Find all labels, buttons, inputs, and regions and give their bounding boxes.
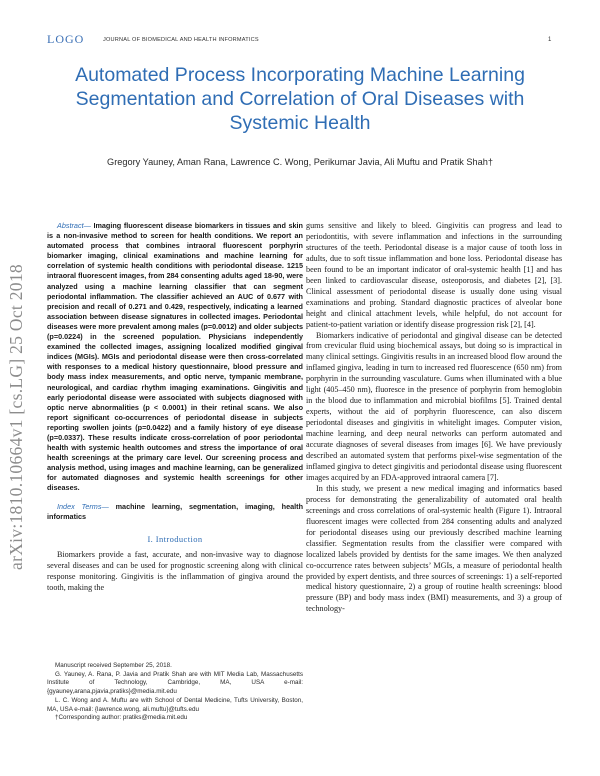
left-column — [47, 221, 303, 594]
footnotes — [47, 662, 303, 723]
index-terms — [47, 502, 303, 522]
index-terms-text: machine learning, segmentation, imaging, health informatics — [47, 501, 303, 521]
journal-logo: LOGO — [47, 32, 85, 46]
abstract-lead: Abstract— — [57, 221, 91, 230]
arxiv-stamp: arXiv:1810.10664v1 [cs.LG] 25 Oct 2018 — [6, 264, 26, 570]
footnote-tufts: L. C. Wong and A. Muftu are with School of Dental Medicine, Tufts University, Boston, MA, USA e-mail: {lawrence.wong, ali.muftu}@tufts.edu — [47, 696, 303, 713]
intro-paragraph-3: In this study, we present a new medical imaging and informatics based process for demonstrating the generalizability of automated oral health screenings and cross correlations of oral-systemic health (Figure 1). Intraoral fluorescent images were collected from 284 consenting adults and analyzed for periodontal diseases using our previously described machine learning classifier. Segmentation results from the classifier were compared with localized labels provided by dentists for the same images. We then analyzed co-occurrence rates between subjects’ MGIs, a measure of periodontal health provided by expert dentists, and three sources of screenings: 1) a self-reported medical history questionnaire, 2) a group of routine health screenings: blood pressure (BP) and body mass index (BMI) measurements, and 3) a group of technology- — [306, 483, 562, 614]
page-number: 1 — [548, 37, 552, 43]
intro-paragraph-2: Biomarkers indicative of periodontal and gingival disease can be detected from crevicular fluid using biochemical assays, but doing so is impractical in many clinical settings. Gingivitis results in an increased blood flow around the inflamed gingiva, leading in turn to increased red fluorescence (650 nm) from porphyrin in the surrounding vasculature. Gums when illuminated with a blue light (405–450 nm), fluoresce in the presence of porphyrin from hemoglobin in the blood due to inflammation and microbial biofilms [5]. Trained dental experts, without the aid of porphyrin fluorescence, can also discern periodontal diseases and gingivitis in whitelight images. Computer vision, machine learning, and deep neural networks can perform automated and accurate diagnoses of several diseases from images [6]. We have previously described an automated system that performs pixel-wise segmentation of the inflamed gingiva to detect gingivitis and periodontal disease using fluorescent images acquired by an FDA-approved intraoral camera [7]. — [306, 330, 562, 482]
author-list: Gregory Yauney, Aman Rana, Lawrence C. Wong, Perikumar Javia, Ali Muftu and Pratik Shah† — [107, 157, 493, 167]
intro-paragraph-1: Biomarkers provide a fast, accurate, and non-invasive way to diagnose several diseases and can be used for prognostic screening along with clinical response monitoring. Gingivitis is the inflammation of gingiva around the tooth, making the — [47, 549, 303, 592]
abstract-text: Imaging fluorescent disease biomarkers in tissues and skin is a non-invasive method to screen for health conditions. We report an automated process that combines intraoral fluorescent porphyrin biomarker imaging, clinical examinations and machine learning for correlation of systemic health conditions with periodontal disease. 1215 intraoral fluorescent images, from 284 consenting adults aged 18-90, were analyzed using a machine learning classifier that can segment periodontal inflammation. The classifier achieved an AUC of 0.677 with precision and recall of 0.271 and 0.429, respectively, indicating a learned association between disease signatures in collected images. Periodontal diseases were more prevalent among males (p=0.0012) and older subjects (p=0.0224) in the screened population. Physicians independently examined the collected images, assigning localized modified gingival indices (MGIs). MGIs and periodontal disease were then cross-correlated with responses to a medical history questionnaire, blood pressure and body mass index measurements, and optic nerve, tympanic membrane, neurological, and cardiac rhythm imaging examinations. Gingivitis and early periodontal disease were associated with subjects diagnosed with optic nerve abnormalities (p < 0.0001) in their retinal scans. We also report significant co-occurrences of periodontal disease in subjects reporting swollen joints (p=0.0422) and a family history of eye disease (p=0.0337). These results indicate cross-correlation of poor periodontal health with systemic health outcomes and stress the importance of oral health screenings at the primary care level. Our screening process and analysis method, using images and machine learning, can be generalized for automated diagnoses and systemic health screenings for other diseases. — [47, 221, 303, 493]
running-header: JOURNAL OF BIOMEDICAL AND HEALTH INFORMATICS — [103, 37, 259, 43]
index-terms-lead: Index Terms— — [57, 501, 109, 511]
footnote-received: Manuscript received September 25, 2018. — [55, 662, 172, 669]
abstract — [47, 221, 303, 494]
intro-paragraph-1-cont: gums sensitive and likely to bleed. Gingivitis can progress and lead to periodontitis, with severe inflammation and infections in the surrounding structures of the teeth. Periodontal disease is a major cause of tooth loss in adults, due to soft tissue inflammation and bone loss. Periodontal disease has been found to be an important indicator of oral-systemic health [1] and has been linked to cardiovascular disease, osteoporosis, and diabetes [2], [3]. Clinical assessment of periodontal disease is usually done using visual examinations and probing. Standard diagnostic practices of alveolar bone height and clinical attachment levels, while helpful, do not account for patient-to-patient variation or identify disease progression risk [2], [4]. — [306, 221, 562, 329]
footnote-mit: G. Yauney, A. Rana, P. Javia and Pratik Shah are with MIT Media Lab, Massachusetts Institute of Technology, Cambridge, MA, USA e-mail: {gyauney,arana,pjavia,pratiks}@media.mit.edu — [47, 670, 303, 696]
right-column — [306, 221, 562, 615]
paper-title: Automated Process Incorporating Machine Learning Segmentation and Correlation of Oral Diseases with Systemic Health — [75, 64, 525, 134]
section-heading-introduction: I. Introduction — [147, 533, 203, 544]
footnote-corresponding: †Corresponding author: pratiks@media.mit.edu — [55, 714, 188, 722]
